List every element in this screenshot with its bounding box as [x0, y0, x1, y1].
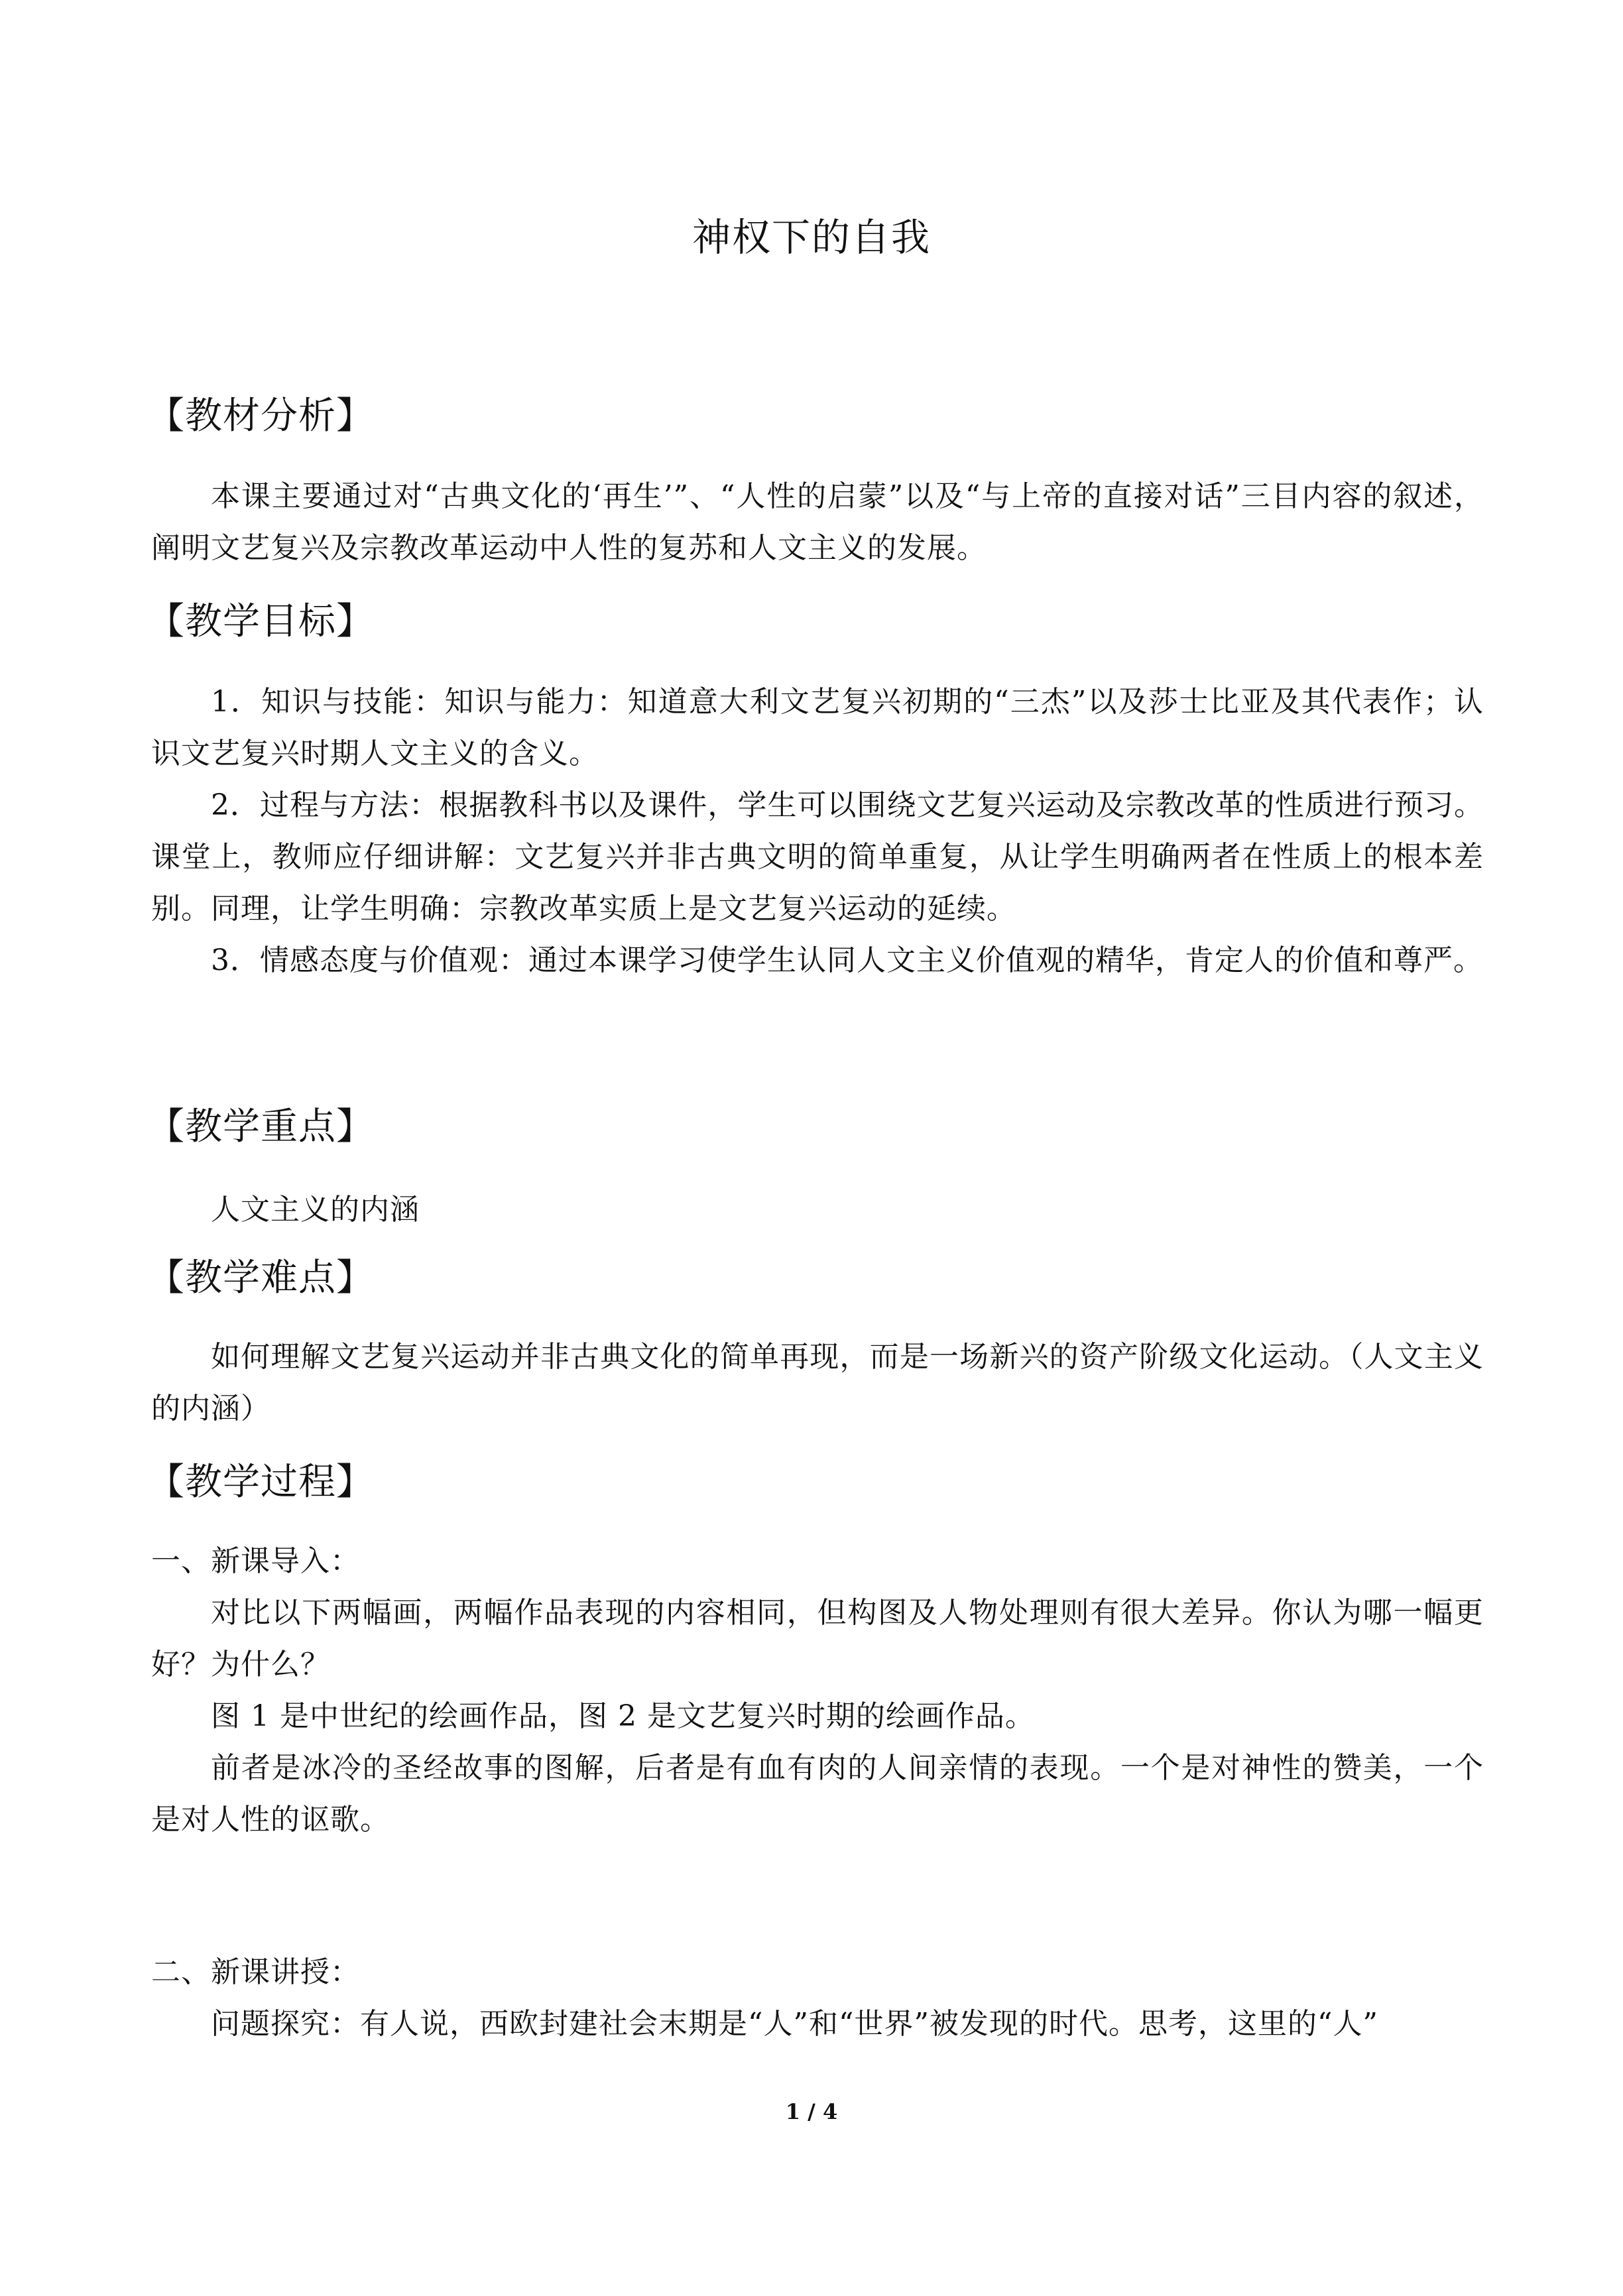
heading-material-analysis: 【教材分析】	[147, 394, 374, 438]
heading-teaching-process: 【教学过程】	[147, 1461, 374, 1504]
heading-key-points: 【教学重点】	[147, 1105, 374, 1148]
process-part1-paragraph-2: 图 1 是中世纪的绘画作品，图 2 是文艺复兴时期的绘画作品。	[211, 1699, 1035, 1733]
process-part1-paragraph-3: 前者是冰冷的圣经故事的图解，后者是有血有肉的人间亲情的表现。一个是对神性的赞美，一个是对人性的讴歌。	[151, 1751, 1484, 1837]
process-part2-title: 二、新课讲授：	[151, 1955, 360, 1989]
paragraph-difficult-points: 如何理解文艺复兴运动并非古典文化的简单再现，而是一场新兴的资产阶级文化运动。（人文主义的内涵）	[151, 1340, 1484, 1425]
heading-difficult-points: 【教学难点】	[147, 1256, 374, 1299]
page-number: 1 / 4	[785, 2099, 838, 2124]
process-part1-title: 一、新课导入：	[151, 1544, 360, 1578]
process-part2-paragraph-1: 问题探究：有人说，西欧封建社会末期是“人”和“世界”被发现的时代。思考，这里的“人”	[211, 2007, 1378, 2041]
paragraph-key-points: 人文主义的内涵	[211, 1193, 420, 1227]
objective-item-3: 3．情感态度与价值观：通过本课学习使学生认同人文主义价值观的精华，肯定人的价值和尊严。	[211, 943, 1483, 977]
document-title: 神权下的自我	[691, 215, 931, 260]
objective-item-2: 2．过程与方法：根据教科书以及课件，学生可以围绕文艺复兴运动及宗教改革的性质进行预习。课堂上，教师应仔细讲解：文艺复兴并非古典文明的简单重复，从让学生明确两者在性质上的根本差别。同理，让学生明确：宗教改革实质上是文艺复兴运动的延续。	[151, 788, 1484, 926]
paragraph-material-analysis: 本课主要通过对“古典文化的‘再生’”、“人性的启蒙”以及“与上帝的直接对话”三目内容的叙述，阐明文艺复兴及宗教改革运动中人性的复苏和人文主义的发展。	[151, 479, 1484, 565]
heading-teaching-objectives: 【教学目标】	[147, 600, 374, 643]
objective-item-1: 1．知识与技能：知识与能力：知道意大利文艺复兴初期的“三杰”以及莎士比亚及其代表作；认识文艺复兴时期人文主义的含义。	[151, 685, 1484, 770]
process-part1-paragraph-1: 对比以下两幅画，两幅作品表现的内容相同，但构图及人物处理则有很大差异。你认为哪一幅更好？为什么？	[151, 1596, 1484, 1681]
